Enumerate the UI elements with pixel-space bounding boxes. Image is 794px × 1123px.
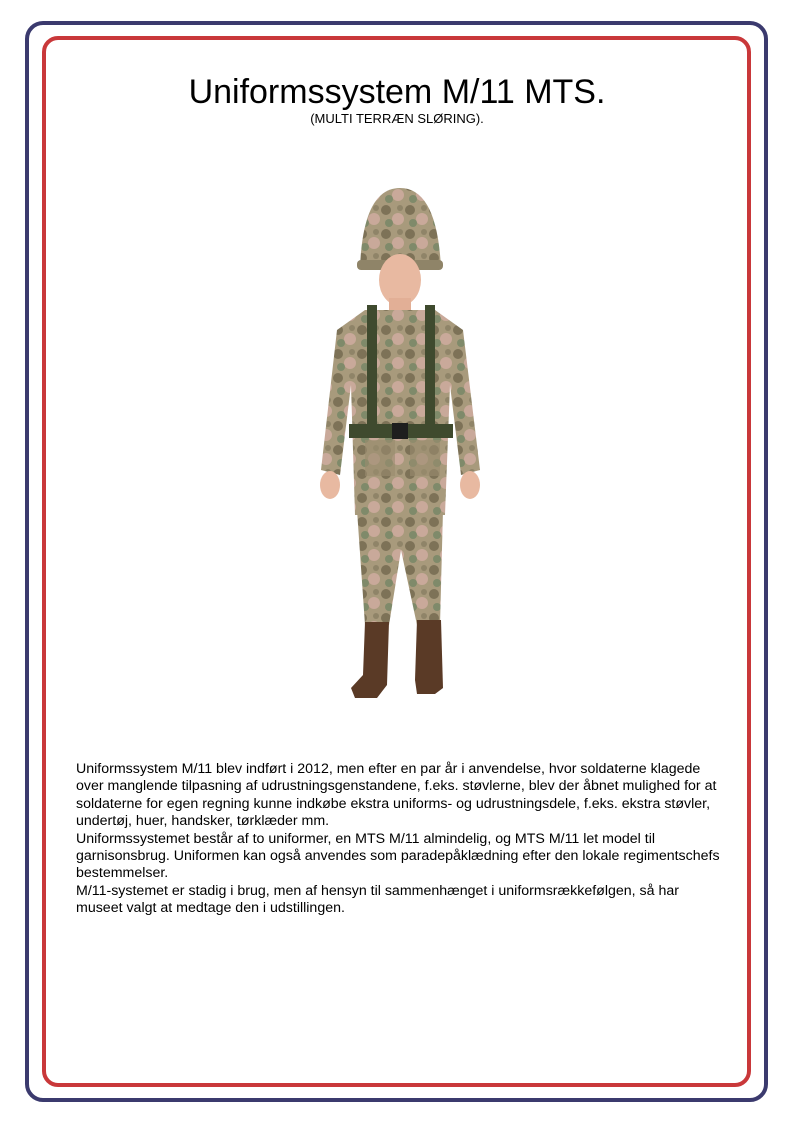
page-subtitle: (MULTI TERRÆN SLØRING). [310,111,484,126]
paragraph: Uniformssystem M/11 blev indført i 2012, men efter en par år i anvendelse, hvor soldaterne klagede over manglende tilpasning af udrustningsgenstandene, f.eks. støvlerne, blev der åbnet mulighed for at soldaterne for egen regning kunne indkøbe ekstra uniforms- og udrustningsdele, f.eks. ekstra støvler, undertøj, huer, handsker, tørklæder mm. [76,761,717,830]
mannequin-head [379,254,421,316]
uniform-mannequin-photo [285,180,505,710]
combat-boots [351,620,443,698]
paragraph: M/11-systemet er stadig i brug, men af hensyn til sammenhænget i uniformsrækkefølgen, så har museet valgt at medtage den i udstillingen. [76,882,679,917]
paragraph: Uniformssystemet består af to uniformer, en MTS M/11 almindelig, og MTS M/11 let model til garnisonsbrug. Uniformen kan også anvendes som paradepåklædning efter den lokale regimentschefs bestemmelser. [76,830,720,882]
description-text [76,761,726,918]
mts-jacket [321,310,480,515]
mts-trousers [357,510,443,625]
page-title: Uniformssystem M/11 MTS. [188,73,606,111]
